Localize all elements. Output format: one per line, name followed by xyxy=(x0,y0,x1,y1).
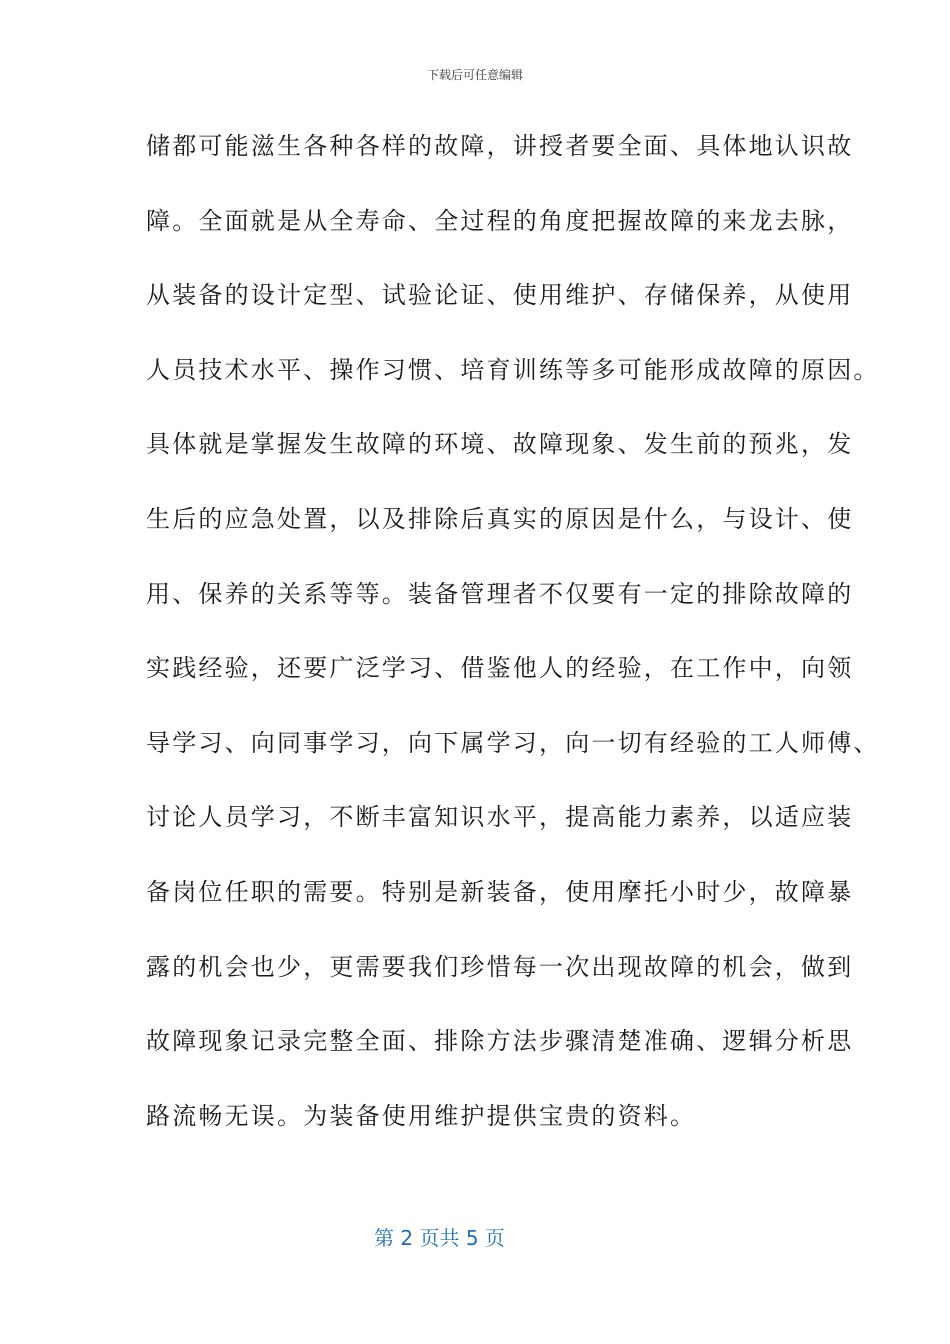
body-line-9: 导学习、向同事学习，向下属学习，向一切有经验的工人师傅、 xyxy=(146,728,880,757)
body-line-11: 备岗位任职的需要。特别是新装备，使用摩托小时少，故障暴 xyxy=(146,877,854,906)
body-line-14: 路流畅无误。为装备使用维护提供宝贵的资料。 xyxy=(146,1101,697,1130)
body-line-6: 生后的应急处置，以及排除后真实的原因是什么，与设计、使 xyxy=(146,504,854,533)
body-line-2: 障。全面就是从全寿命、全过程的角度把握故障的来龙去脉， xyxy=(146,206,854,235)
document-body xyxy=(146,126,880,1170)
body-line-7: 用、保养的关系等等。装备管理者不仅要有一定的排除故障的 xyxy=(146,579,854,608)
page-header-note: 下载后可任意编辑 xyxy=(426,68,523,82)
body-line-10: 讨论人员学习，不断丰富知识水平，提高能力素养，以适应装 xyxy=(146,803,854,832)
page-number-prefix: 第 xyxy=(374,1226,401,1250)
body-line-5: 具体就是掌握发生故障的环境、故障现象、发生前的预兆，发 xyxy=(146,430,854,459)
body-line-12: 露的机会也少，更需要我们珍惜每一次出现故障的机会，做到 xyxy=(146,952,854,981)
page-number-footer xyxy=(374,1226,505,1250)
body-line-13: 故障现象记录完整全面、排除方法步骤清楚准确、逻辑分析思 xyxy=(146,1027,854,1056)
current-page-number: 2 xyxy=(400,1226,414,1250)
page-number-middle: 页共 xyxy=(413,1226,466,1250)
body-line-3: 从装备的设计定型、试验论证、使用维护、存储保养，从使用 xyxy=(146,281,854,310)
body-line-1: 储都可能滋生各种各样的故障，讲授者要全面、具体地认识故 xyxy=(146,132,854,160)
total-page-count: 5 xyxy=(465,1226,479,1250)
body-line-4: 人员技术水平、操作习惯、培育训练等多可能形成故障的原因。 xyxy=(146,355,880,384)
body-line-8: 实践经验，还要广泛学习、借鉴他人的经验，在工作中，向领 xyxy=(146,654,854,683)
page-number-suffix: 页 xyxy=(478,1226,505,1250)
